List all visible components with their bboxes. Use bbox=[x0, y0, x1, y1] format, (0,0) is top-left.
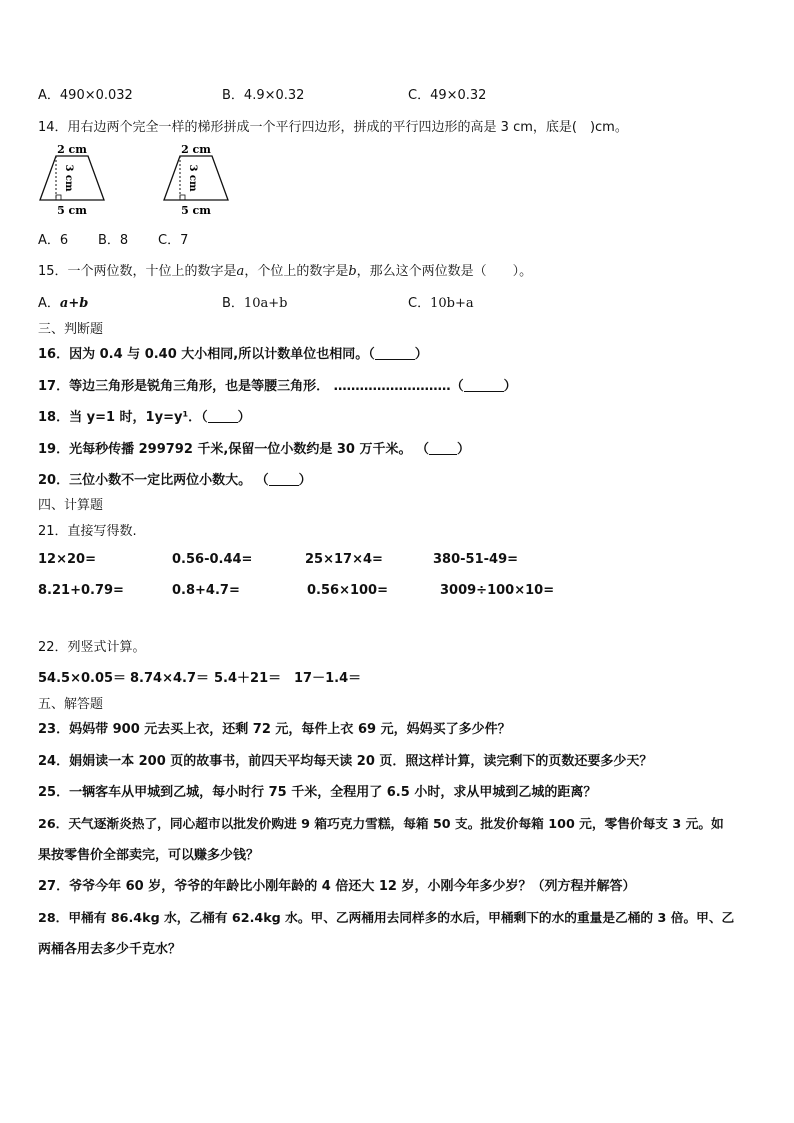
judge-item-17: 17．等边三角形是锐角三角形，也是等腰三角形． ………………………（ ） bbox=[38, 379, 517, 394]
trapezoid-1-height-label: 3 cm bbox=[63, 164, 74, 192]
judge-item-16: 16．因为 0.4 与 0.40 大小相同,所以计数单位也相同。（ ） bbox=[38, 347, 428, 362]
judge-item-19: 19．光每秒传播 299792 千米,保留一位小数约是 30 万千米。 （ ） bbox=[38, 442, 471, 457]
q15-option-b: B．10a+b bbox=[222, 296, 288, 311]
q21-calc: 0.8+4.7= bbox=[172, 583, 240, 598]
q21-calc: 3009÷100×10= bbox=[440, 583, 555, 598]
q13-option-c: C．49×0.32 bbox=[408, 88, 487, 103]
q13-option-a: A．490×0.032 bbox=[38, 88, 133, 103]
q21-calc: 8.21+0.79= bbox=[38, 583, 124, 598]
trapezoid-1-top-label: 2 cm bbox=[57, 143, 87, 156]
judge-item-20: 20．三位小数不一定比两位小数大。 （ ） bbox=[38, 473, 312, 488]
judge-item-18: 18．当 y=1 时，1y=y¹．（ ） bbox=[38, 410, 251, 425]
q21-calc: 0.56×100= bbox=[307, 583, 388, 598]
q22-calc: 54.5×0.05＝ bbox=[38, 671, 127, 686]
q15-option-c: C．10b+a bbox=[408, 296, 474, 311]
q14-option-c: C．7 bbox=[158, 233, 189, 248]
trapezoid-1 bbox=[40, 143, 104, 217]
question-26-line-1: 26．天气逐渐炎热了，同心超市以批发价购进 9 箱巧克力雪糕，每箱 50 支。批发价每箱 100 元，零售价每支 3 元。如 bbox=[38, 816, 724, 831]
q14-option-a: A．6 bbox=[38, 233, 69, 248]
trapezoid-1-bottom-label: 5 cm bbox=[57, 204, 87, 217]
answer-blank[interactable] bbox=[375, 347, 415, 360]
q15-stem: 15．一个两位数，十位上的数字是a，个位上的数字是b，那么这个两位数是（ ）。 bbox=[38, 264, 533, 279]
answer-blank[interactable] bbox=[429, 442, 457, 455]
q13-option-b: B．4.9×0.32 bbox=[222, 88, 305, 103]
question-26-line-2: 果按零售价全部卖完，可以赚多少钱？ bbox=[38, 848, 260, 863]
trapezoid-2 bbox=[164, 143, 228, 217]
question-23: 23．妈妈带 900 元去买上衣，还剩 72 元，每件上衣 69 元，妈妈买了多少件？ bbox=[38, 722, 511, 737]
section-4-heading: 四、计算题 bbox=[38, 498, 104, 513]
q21-calc: 380-51-49= bbox=[433, 552, 519, 567]
answer-blank[interactable] bbox=[269, 473, 299, 486]
q14-option-b: B．8 bbox=[98, 233, 129, 248]
question-28-line-2: 两桶各用去多少千克水？ bbox=[38, 942, 182, 957]
answer-blank[interactable] bbox=[208, 410, 238, 423]
q22-stem: 22．列竖式计算。 bbox=[38, 640, 146, 655]
q14-stem: 14．用右边两个完全一样的梯形拼成一个平行四边形，拼成的平行四边形的高是 3 cm，底是( )cm。 bbox=[38, 120, 628, 135]
q22-calc: 8.74×4.7＝ bbox=[130, 671, 209, 686]
question-27: 27．爷爷今年 60 岁，爷爷的年龄比小刚年龄的 4 倍还大 12 岁，小刚今年多少岁？（列方程并解答） bbox=[38, 879, 636, 894]
q21-calc: 25×17×4= bbox=[305, 552, 383, 567]
answer-blank[interactable] bbox=[464, 379, 504, 392]
q21-calc: 0.56-0.44= bbox=[172, 552, 253, 567]
section-5-heading: 五、解答题 bbox=[38, 697, 104, 712]
trapezoid-2-height-label: 3 cm bbox=[187, 164, 198, 192]
q21-stem: 21．直接写得数. bbox=[38, 524, 137, 539]
q14-trapezoid-figures bbox=[36, 140, 266, 218]
q21-calc: 12×20= bbox=[38, 552, 96, 567]
question-25: 25．一辆客车从甲城到乙城，每小时行 75 千米，全程用了 6.5 小时，求从甲城到乙城的距离？ bbox=[38, 785, 597, 800]
q22-calc: 5.4＋21＝ bbox=[214, 671, 282, 686]
trapezoid-2-bottom-label: 5 cm bbox=[181, 204, 211, 217]
q15-option-a: A．a+b bbox=[38, 296, 89, 311]
q22-calc: 17－1.4＝ bbox=[294, 671, 362, 686]
question-24: 24．娟娟读一本 200 页的故事书，前四天平均每天读 20 页．照这样计算，读完剩下的页数还要多少天？ bbox=[38, 754, 653, 769]
question-28-line-1: 28．甲桶有 86.4kg 水，乙桶有 62.4kg 水。甲、乙两桶用去同样多的水后，甲桶剩下的水的重量是乙桶的 3 倍。甲、乙 bbox=[38, 910, 735, 925]
section-3-heading: 三、判断题 bbox=[38, 322, 104, 337]
trapezoid-2-top-label: 2 cm bbox=[181, 143, 211, 156]
